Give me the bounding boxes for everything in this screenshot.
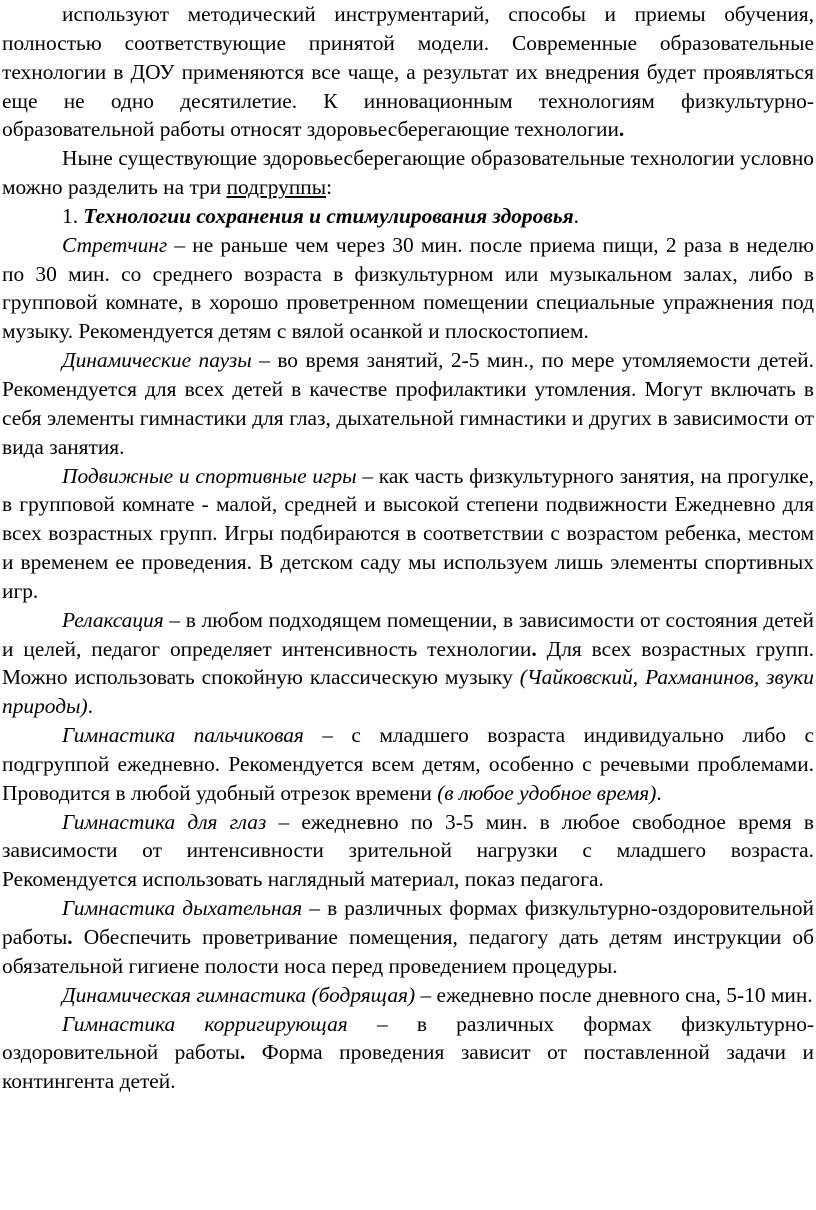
item-text: – во время занятий, 2-5 мин., по мере утомляемости детей. Рекомендуется для всех детей в качестве профилактики утомления. Могут включать в себя элементы гимнастики для глаз, дыхательной гимнастики и других в зависимости от вида занятия. <box>2 348 814 459</box>
item-term: Подвижные и спортивные игры <box>62 463 357 488</box>
item-term: Динамическая гимнастика (бодрящая) <box>62 982 416 1007</box>
item-text: – ежедневно по 3-5 мин. в любое свободное время в зависимости от интенсивности зрительной нагрузки с младшего возраста. Рекомендуется использовать наглядный материал, показ педагога. <box>2 809 814 892</box>
item-bold-dot: . <box>67 925 73 949</box>
item-end: . <box>87 694 93 719</box>
item-term: Гимнастика дыхательная <box>62 896 303 921</box>
item-italic: (в любое удобное время) <box>437 780 657 805</box>
item-text: – как часть физкультурного занятия, на прогулке, в групповой комнате - малой, средней и высокой степени подвижности Ежедневно для всех возрастных групп. Игры подбираются в соответствии с возрастом ребенка, местом и временем ее проведения. В детском саду мы используем лишь элементы спортивных игр. <box>2 463 814 603</box>
item-text: – с младшего возраста индивидуально либо с подгруппой ежедневно. Рекомендуется всем детям, особенно с речевыми проблемами. Проводится в любой удобный отрезок времени <box>2 723 814 805</box>
item-relaxation <box>0 606 816 721</box>
item-breathing-gymnastics <box>0 894 816 981</box>
paragraph-text: Ныне существующие здоровьесберегающие образовательные технологии условно можно разделить на три <box>2 146 814 200</box>
item-term: Гимнастика для глаз <box>62 809 267 834</box>
item-bold-dot: . <box>531 636 537 661</box>
item-dynamic-pauses <box>0 346 816 461</box>
item-dynamic-gymnastics <box>0 981 816 1010</box>
paragraph-intro <box>0 0 816 144</box>
paragraph-end: : <box>326 175 333 200</box>
item-text-2: Обеспечить проветривание помещения, педагогу дать детям инструкции об обязательной гигиене полости носа перед проведением процедуры. <box>2 925 814 978</box>
item-corrective-gymnastics <box>0 1010 816 1097</box>
paragraph-end: . <box>618 117 625 142</box>
item-text: – ежедневно после дневного сна, 5-10 мин. <box>415 982 813 1007</box>
heading-text: Технологии сохранения и стимулирования здоровья <box>83 203 574 228</box>
item-italic: (Чайковский, Рахманинов, звуки природы) <box>2 665 814 719</box>
heading-end: . <box>573 203 579 228</box>
item-text-2: Форма проведения зависит от поставленной задачи и контингента детей. <box>2 1040 814 1094</box>
paragraph-text: используют методический инструментарий, способы и приемы обучения, полностью соответствующие принятой модели. Современные образовательные технологии в ДОУ применяются все чаще, а результат их внедрения будет проявляться еще не одно десятилетие. К инновационным технологиям физкультурно-образовательной работы относят здоровьесберегающие технологии <box>2 2 814 142</box>
item-text: – в различных формах физкультурно-оздоровительной работы <box>2 896 814 949</box>
item-eye-gymnastics <box>0 808 816 895</box>
item-text: – не раньше чем через 30 мин. после приема пищи, 2 раза в неделю по 30 мин. со среднего возраста в физкультурном или музыкальном залах, либо в групповой комнате, в хорошо проветренном помещении специальные упражнения под музыку. Рекомендуется детям с вялой осанкой и плоскостопием. <box>2 232 814 344</box>
item-term: Динамические паузы <box>62 348 252 373</box>
item-games <box>0 462 816 606</box>
underlined-word: подгруппы <box>226 175 327 200</box>
item-bold-dot: . <box>239 1040 246 1065</box>
item-finger-gymnastics <box>0 721 816 808</box>
item-term: Стретчинг <box>62 232 168 257</box>
section-heading <box>0 202 816 231</box>
item-term: Гимнастика корригирующая <box>62 1011 348 1036</box>
item-term: Релаксация <box>62 607 164 632</box>
item-text: – в любом подходящем помещении, в зависимости от состояния детей и целей, педагог определяет интенсивность технологии <box>2 607 814 661</box>
item-stretching <box>0 231 816 346</box>
item-text-2: Для всех возрастных групп. Можно использовать спокойную классическую музыку <box>2 636 814 690</box>
heading-number: 1. <box>62 203 84 228</box>
item-text: – в различных формах физкультурно-оздоровительной работы <box>2 1011 815 1065</box>
item-term: Гимнастика пальчиковая <box>62 723 304 748</box>
item-end: . <box>656 780 662 805</box>
paragraph-subgroups <box>0 144 816 202</box>
